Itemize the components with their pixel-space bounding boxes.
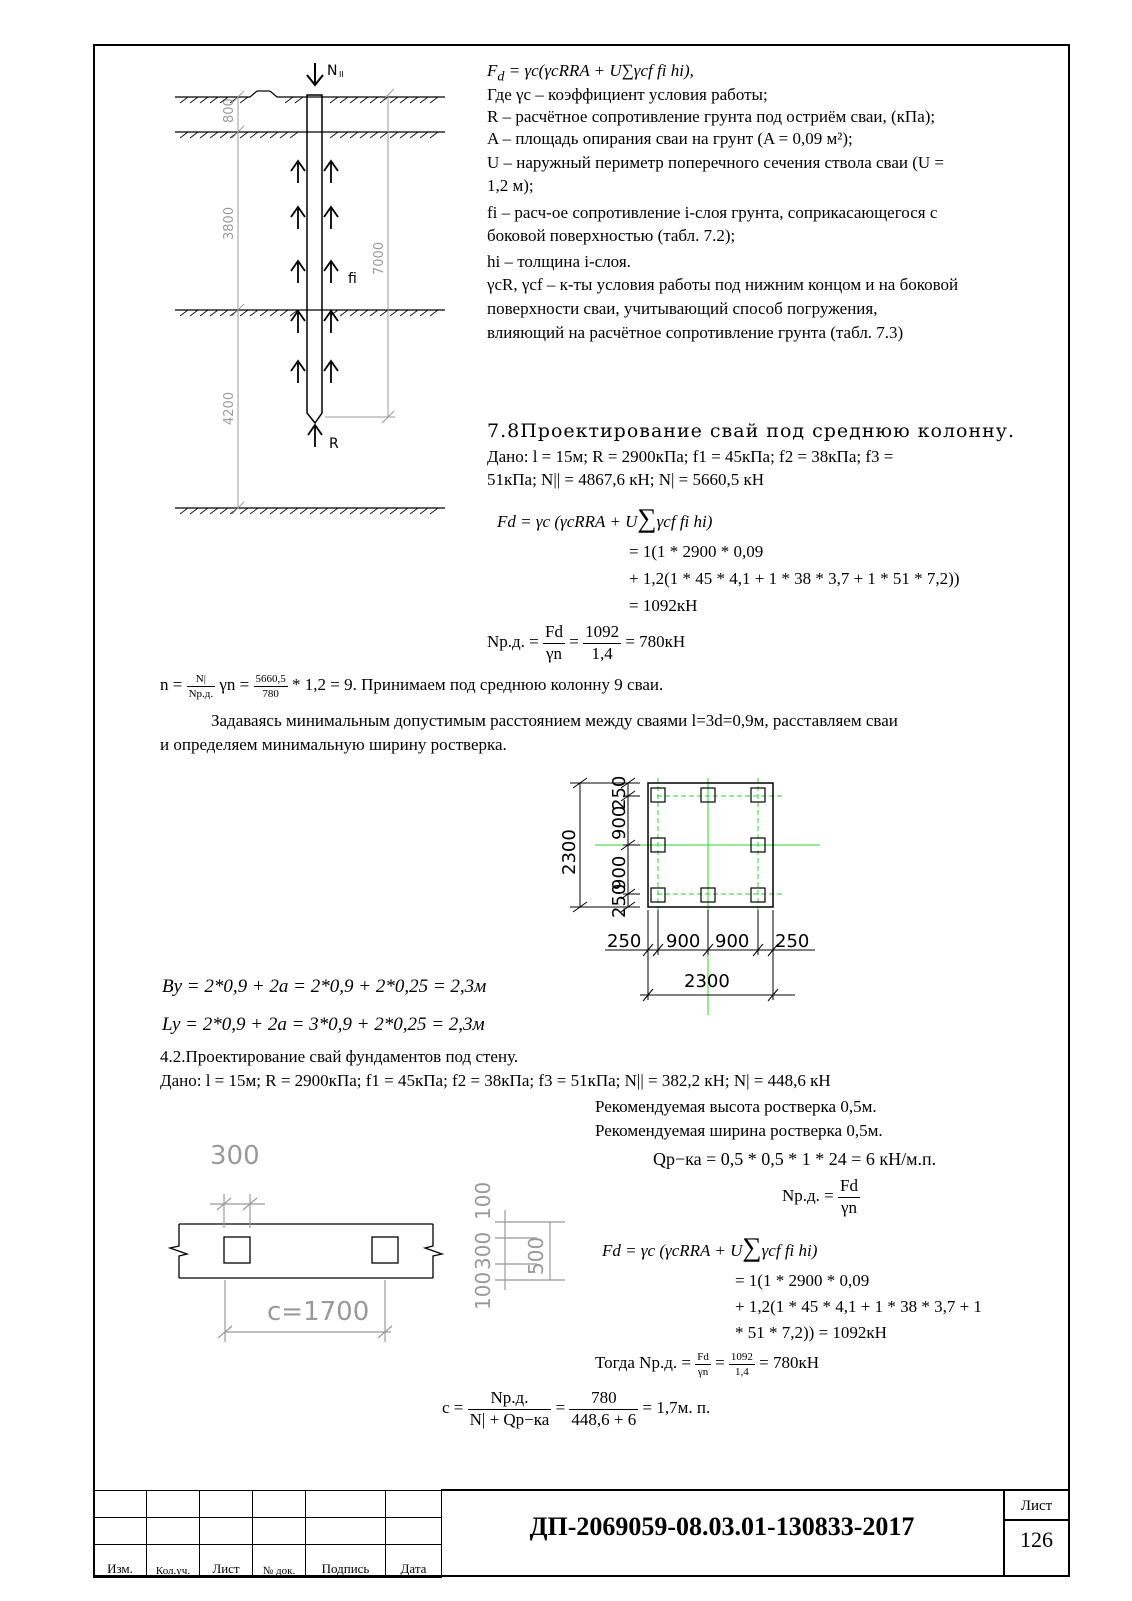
- grid-dim-900-right: 900: [715, 931, 750, 952]
- stamp-grid: [93, 1490, 442, 1578]
- legend-line-10: поверхности сваи, учитывающий способ погружения,: [487, 299, 878, 318]
- grid-dim-2300-h: 2300: [684, 971, 730, 992]
- section-42-c: c = Nр.д. N| + Qр−ка = $\frac{780}{448,6 + 6}$ = 1,7м. п.: [442, 1387, 711, 1429]
- section-42-then: Тогда Nр.д. = $\frac{Fd}{\gamma n}$ = $\frac{1092}{1,4}$ = 780кН: [595, 1350, 820, 1378]
- section-78-title: 7.8Проектирование свай под среднюю колонну.: [487, 420, 1016, 442]
- r-label: R: [329, 436, 339, 452]
- grid-dim-2300-v: 2300: [559, 829, 580, 875]
- section-42-rec-height: Рекомендуемая высота ростверка 0,5м.: [595, 1097, 877, 1116]
- stamp-sheet-hline: [1003, 1519, 1070, 1521]
- wall-pile-drawing: [165, 1130, 585, 1355]
- wall-dim-300: 300: [210, 1141, 260, 1171]
- stamp-doc-code: ДП-2069059-08.03.01-130833-2017: [529, 1512, 915, 1541]
- stamp-top-border: [441, 1489, 1070, 1491]
- main-formula: $F_d$ = γc(γcRRA + U∑γcf fi hi),: [487, 61, 694, 85]
- legend-line-9: γcR, γcf – к-ты условия работы под нижним концом и на боковой: [487, 275, 959, 294]
- legend-line-3: A – площадь опирания сваи на грунт (A = 0,09 м²);: [487, 129, 853, 148]
- section-42-npd: Nр.д. = $\frac{Fd}{\gamma n}$: [782, 1175, 858, 1217]
- section-42-calc-2: + 1,2(1 * 45 * 4,1 + 1 * 38 * 3,7 + 1: [735, 1297, 982, 1316]
- wall-dim-c1700: c=1700: [267, 1297, 370, 1327]
- grid-dim-250-bottom: 250: [609, 883, 630, 918]
- section-42-rec-width: Рекомендуемая ширина ростверка 0,5м.: [595, 1121, 883, 1140]
- stamp-col-podpis: Подпись: [306, 1545, 386, 1578]
- dim-3800: 3800: [222, 206, 237, 240]
- section-42-calc-3: * 51 * 7,2)) = 1092кН: [735, 1323, 887, 1342]
- legend-line-4: U – наружный периметр поперечного сечения ствола сваи (U =: [487, 153, 945, 172]
- dim-4200: 4200: [222, 391, 237, 425]
- legend-line-11: влияющий на расчётное сопротивление грунта (табл. 7.3): [487, 323, 904, 342]
- wall-dim-100-top: 100: [471, 1181, 495, 1220]
- wall-dim-500: 500: [524, 1236, 548, 1275]
- pile-drawing: [165, 55, 465, 525]
- grid-dim-900-top: 900: [609, 805, 630, 840]
- section-78-para-1: Задаваясь минимальным допустимым расстоянием между сваями l=3d=0,9м, расставляем сваи: [211, 711, 898, 730]
- load-label: N: [327, 63, 338, 79]
- section-78-npd: Nр.д. = $\frac{Fd}{\gamma n}$ = $\frac{1092}{1,4}$ = 780кН: [487, 621, 686, 663]
- legend-line-6: fi – расч-ое сопротивление i-слоя грунта, соприкасающегося с: [487, 203, 938, 222]
- load-label-sub: II: [339, 70, 344, 79]
- section-42-title: 4.2.Проектирование свай фундаментов под стену.: [160, 1047, 519, 1066]
- section-42-fd: Fd = γc (γcRRA + U∑γcf fi hi): [602, 1232, 818, 1262]
- section-42-given: Дано: l = 15м; R = 2900кПа; f1 = 45кПа; f2 = 38кПа; f3 = 51кПа; N|| = 382,2 кН; N| = 448,6 кН: [160, 1071, 831, 1090]
- ly-formula: Ly = 2*0,9 + 2a = 3*0,9 + 2*0,25 = 2,3м: [162, 1014, 485, 1035]
- section-78-given-1: Дано: l = 15м; R = 2900кПа; f1 = 45кПа; f2 = 38кПа; f3 =: [487, 447, 894, 466]
- stamp-sheet-label: Лист: [1020, 1498, 1053, 1514]
- section-78-n: n = N| Nр.д. γn = $\frac{5660,5}{780}$ * 1,2 = 9. Принимаем под среднюю колонну 9 сваи.: [160, 672, 664, 700]
- dim-7000: 7000: [372, 241, 387, 275]
- grid-dim-250-right: 250: [775, 931, 810, 952]
- grid-dim-250-left: 250: [607, 931, 642, 952]
- section-78-calc-1: = 1(1 * 2900 * 0,09: [629, 542, 764, 561]
- stamp-sheet-number: 126: [1020, 1527, 1053, 1552]
- grid-dim-900-bottom: 900: [609, 855, 630, 890]
- section-78-fd: Fd = γc (γcRRA + U∑γcf fi hi): [497, 503, 713, 533]
- legend-line-5: 1,2 м);: [487, 176, 534, 195]
- stamp-col-ndok: № док.: [253, 1545, 306, 1578]
- legend-line-2: R – расчётное сопротивление грунта под остриём сваи, (кПа);: [487, 107, 936, 126]
- section-78-para-2: и определяем минимальную ширину ростверка.: [160, 735, 507, 754]
- stamp-col-kolvo: Кол.уч.: [147, 1545, 200, 1578]
- pile-grid-drawing: [545, 770, 835, 1015]
- legend-line-8: hi – толщина i-слоя.: [487, 252, 631, 271]
- dim-800: 800: [222, 98, 237, 123]
- legend-line-7: боковой поверхностью (табл. 7.2);: [487, 226, 736, 245]
- wall-dim-100-bottom: 100: [471, 1271, 495, 1310]
- section-78-calc-3: = 1092кН: [629, 596, 698, 615]
- section-78-calc-2: + 1,2(1 * 45 * 4,1 + 1 * 38 * 3,7 + 1 * 51 * 7,2)): [629, 569, 960, 588]
- stamp-col-izm: Изм.: [94, 1545, 147, 1578]
- section-42-calc-1: = 1(1 * 2900 * 0,09: [735, 1271, 870, 1290]
- by-formula: By = 2*0,9 + 2a = 2*0,9 + 2*0,25 = 2,3м: [162, 976, 487, 997]
- wall-dim-300-mid: 300: [471, 1231, 495, 1270]
- section-42-q: Qр−ка = 0,5 * 0,5 * 1 * 24 = 6 кН/м.п.: [653, 1149, 937, 1169]
- grid-dim-900-left: 900: [666, 931, 701, 952]
- section-78-given-2: 51кПа; N|| = 4867,6 кН; N| = 5660,5 кН: [487, 470, 765, 489]
- stamp-col-data: Дата: [386, 1545, 442, 1578]
- stamp-col-list: Лист: [200, 1545, 253, 1578]
- legend-line-1: Где γc – коэффициент условия работы;: [487, 85, 768, 104]
- fi-label: fi: [348, 271, 357, 287]
- grid-dim-250-top: 250: [609, 775, 630, 810]
